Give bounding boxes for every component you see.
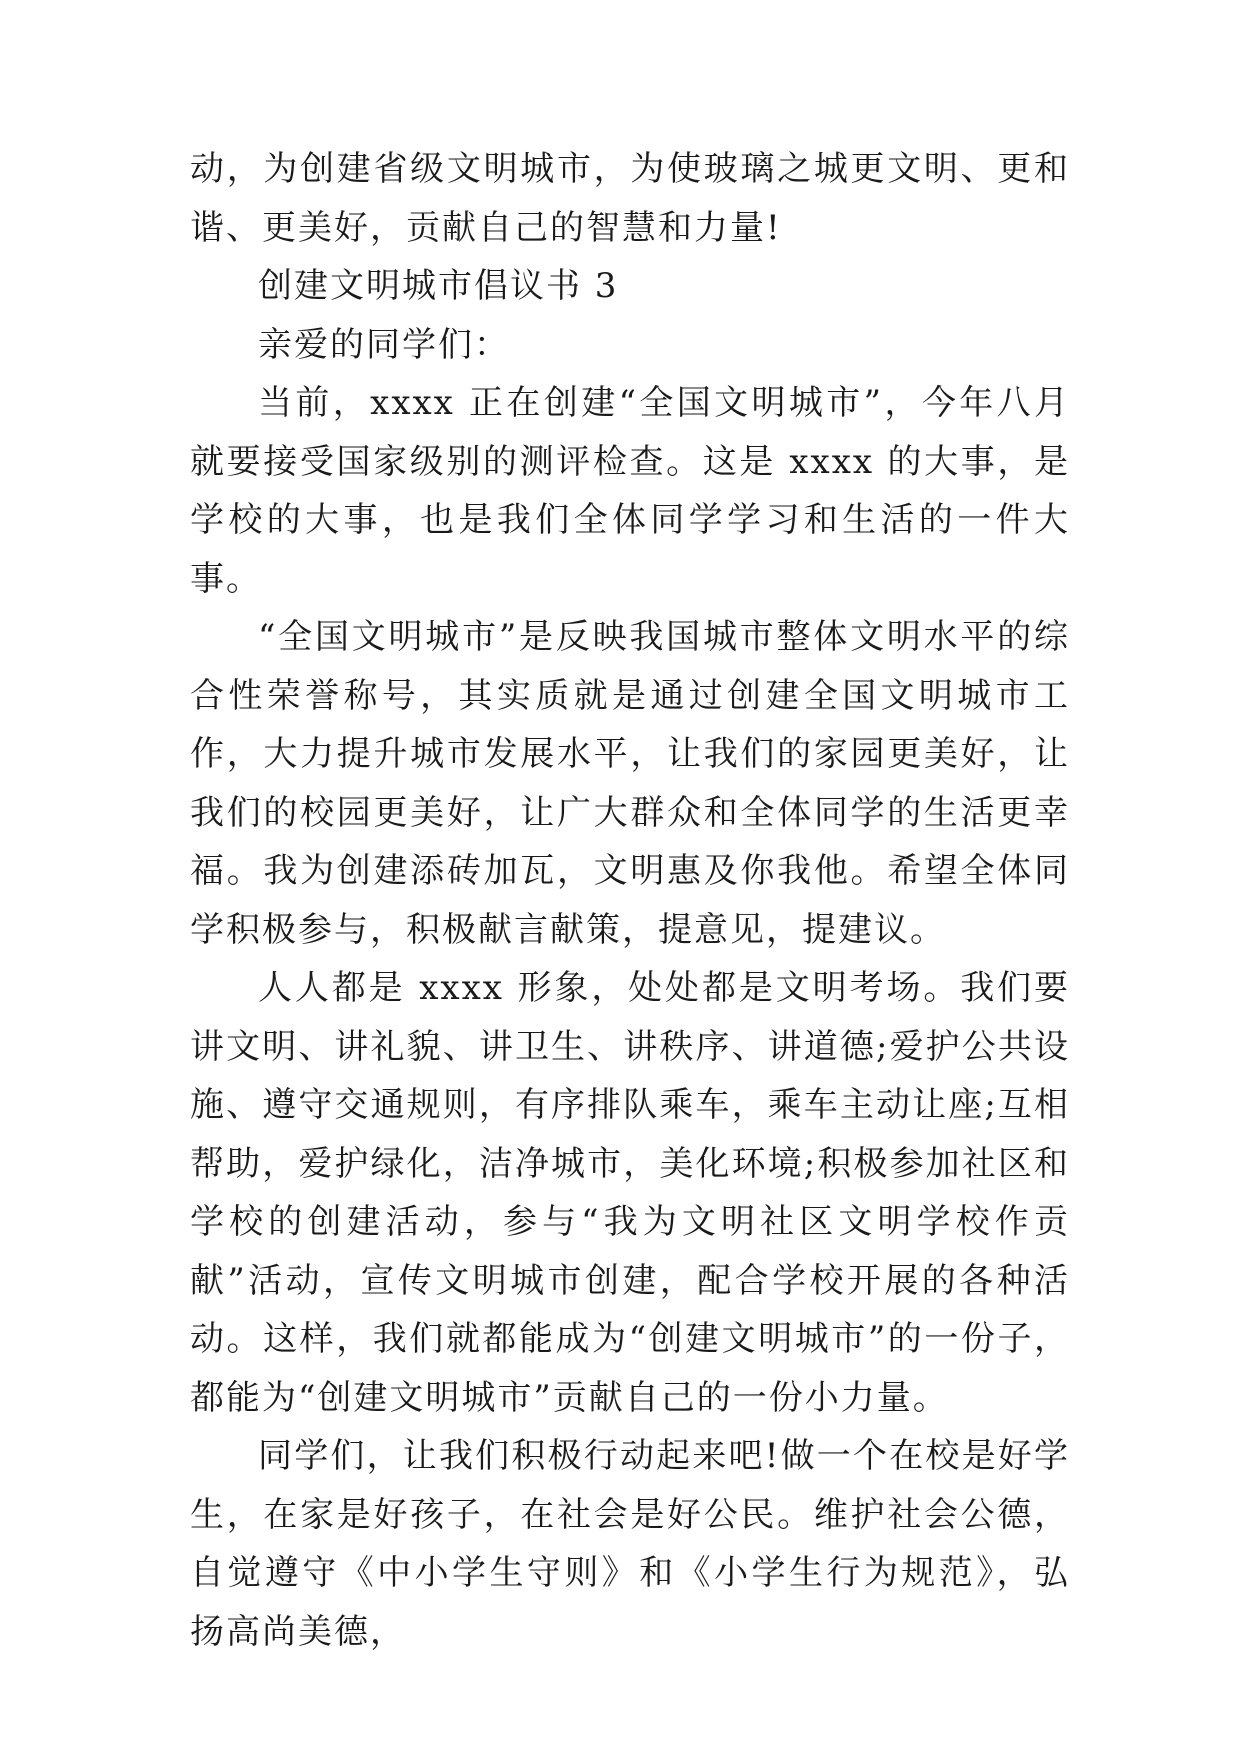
body-paragraph: 动，为创建省级文明城市，为使玻璃之城更文明、更和谐、更美好，贡献自己的智慧和力量! <box>190 149 1070 248</box>
section-title: 创建文明城市倡议书 3 <box>258 266 619 306</box>
salutation: 亲爱的同学们： <box>258 324 510 365</box>
body-paragraph: 人人都是 xxxx 形象，处处都是文明考场。我们要讲文明、讲礼貌、讲卫生、讲秩序、讲道德;爱护公共设施、遵守交通规则，有序排队乘车，乘车主动让座;互相帮助，爱护绿化，洁净城市，美化环境;积极参加社区和学校的创建活动，参与“我为文明社区文明学校作贡献”活动，宣传文明城市创建，配合学校开展的各种活动。这样，我们就都能成为“创建文明城市”的一份子，都能为“创建文明城市”贡献自己的一份小力量。 <box>190 968 1070 1418</box>
body-paragraph: 同学们，让我们积极行动起来吧!做一个在校是好学生，在家是好孩子，在社会是好公民。维护社会公德，自觉遵守《中小学生守则》和《小学生行为规范》，弘扬高尚美德， <box>190 1436 1070 1652</box>
body-paragraph: 当前，xxxx 正在创建“全国文明城市”，今年八月就要接受国家级别的测评检查。这是 xxxx 的大事，是学校的大事，也是我们全体同学学习和生活的一件大事。 <box>190 383 1070 599</box>
body-paragraph: “全国文明城市”是反映我国城市整体文明水平的综合性荣誉称号，其实质就是通过创建全国文明城市工作，大力提升城市发展水平，让我们的家园更美好，让我们的校园更美好，让广大群众和全体同学的生活更幸福。我为创建添砖加瓦，文明惠及你我他。希望全体同学积极参与，积极献言献策，提意见，提建议。 <box>190 617 1070 950</box>
document-body <box>190 140 1070 1661</box>
